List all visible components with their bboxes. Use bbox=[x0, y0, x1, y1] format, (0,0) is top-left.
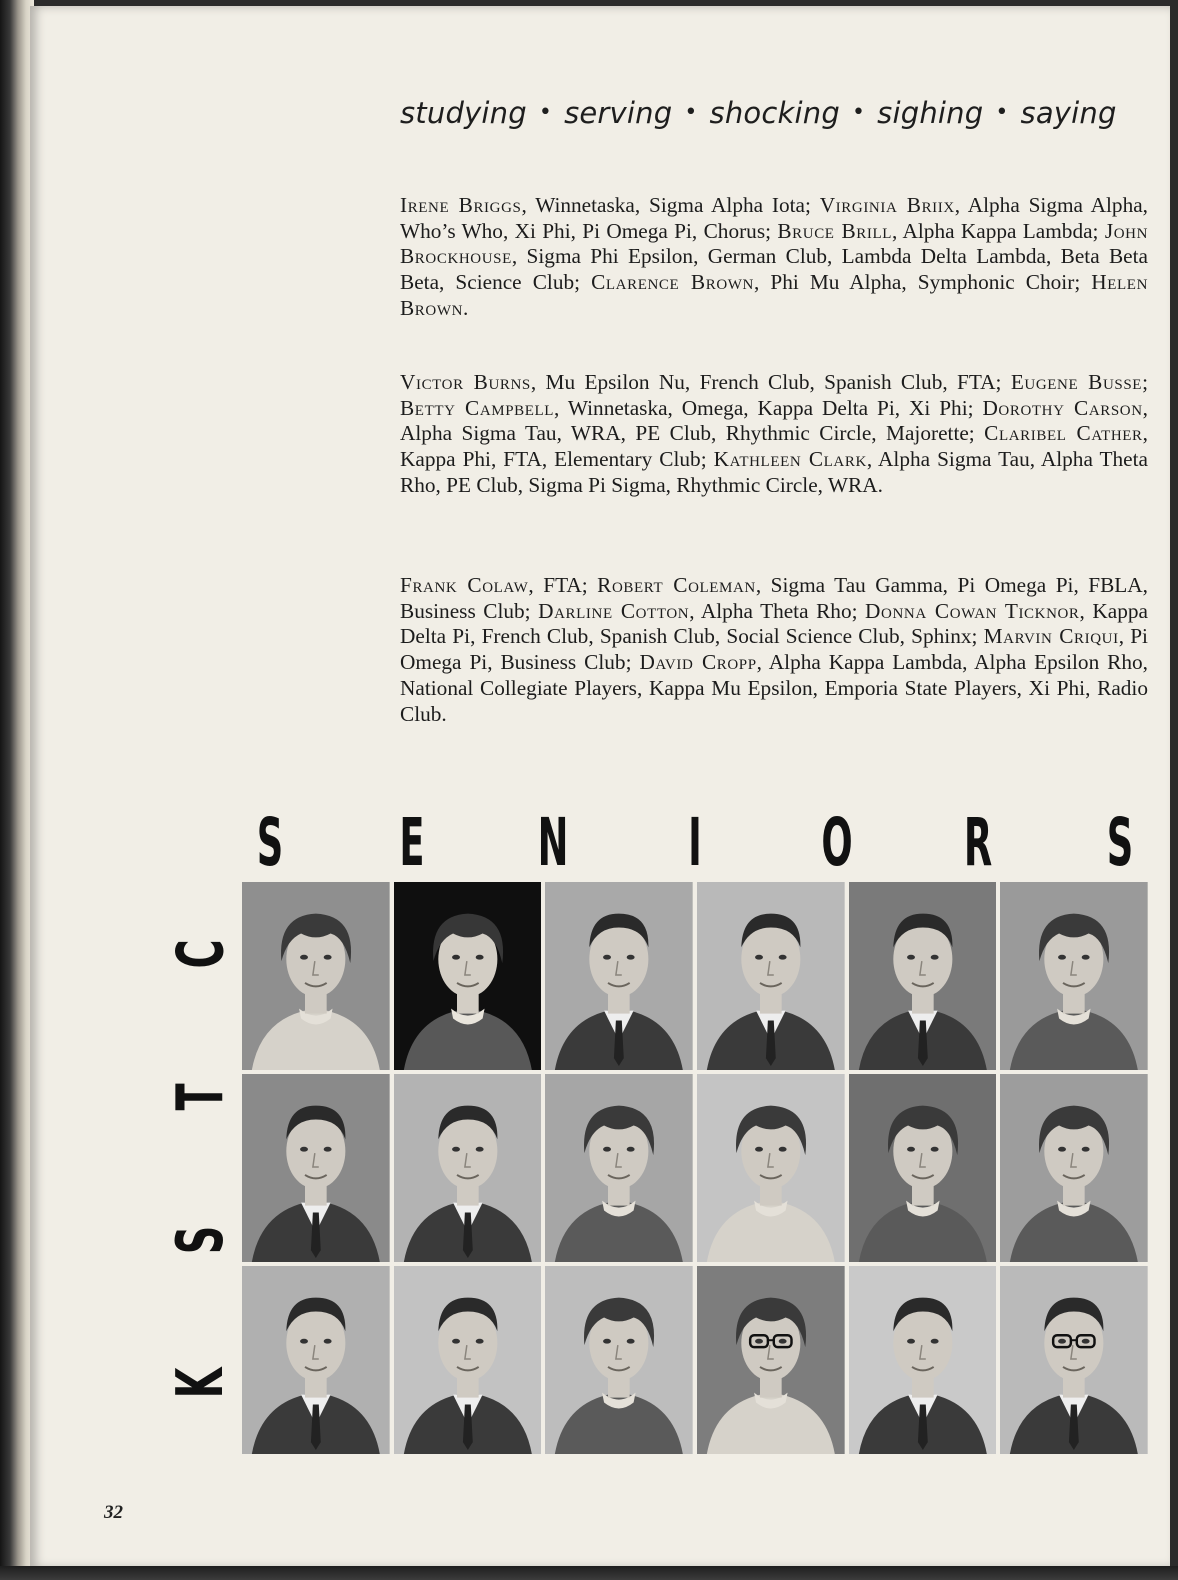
senior-affiliations: , Mu Epsilon Nu, French Club, Spanish Club, FTA; bbox=[530, 370, 1011, 394]
senior-affiliations: , Alpha Kappa Lambda; bbox=[892, 218, 1105, 243]
seniors-heading bbox=[240, 804, 1150, 882]
page-number: 32 bbox=[104, 1502, 123, 1523]
portrait-grid bbox=[242, 882, 1148, 1454]
heading-letter: E bbox=[399, 804, 425, 881]
senior-portrait bbox=[1000, 1266, 1148, 1454]
senior-affiliations: , Winnetaska, Omega, Kappa Delta Pi, Xi Phi; bbox=[554, 395, 983, 420]
senior-name: Virginia Briix bbox=[819, 193, 955, 217]
senior-affiliations: , Alpha Kappa Lambda, Alpha Epsilon Rho, National Collegiate Players, Kappa Mu Epsilon, Emporia State Players, Xi Phi, Radio Club. bbox=[400, 650, 1149, 726]
senior-affiliations: , Kappa Phi, FTA, Elementary Club; bbox=[400, 421, 1148, 472]
senior-portrait bbox=[242, 1074, 390, 1262]
tagline-word: serving bbox=[564, 96, 673, 130]
senior-name: John Brockhouse bbox=[400, 218, 1148, 269]
senior-portrait bbox=[394, 1074, 542, 1262]
senior-name: Frank Colaw bbox=[400, 573, 529, 597]
tagline-word: sighing bbox=[877, 96, 984, 130]
senior-listing-paragraph bbox=[400, 370, 1148, 499]
senior-listing-paragraph bbox=[400, 193, 1148, 322]
senior-affiliations: , Sigma Tau Gamma, Pi Omega Pi, FBLA, Business Club; bbox=[400, 573, 1149, 623]
senior-name: Irene Briggs bbox=[400, 193, 522, 217]
tagline bbox=[400, 96, 1150, 130]
heading-letter: N bbox=[537, 804, 569, 881]
vertical-letter: C bbox=[164, 938, 238, 969]
senior-portrait bbox=[545, 1266, 693, 1454]
senior-portrait bbox=[394, 1266, 542, 1454]
senior-name: Donna Cowan Ticknor bbox=[865, 598, 1080, 623]
heading-letter: O bbox=[820, 804, 853, 881]
senior-affiliations: , FTA; bbox=[528, 573, 598, 597]
senior-name: Claribel Cather bbox=[984, 421, 1143, 446]
tagline-separator: • bbox=[995, 100, 1009, 125]
senior-name: Dorothy Carson bbox=[982, 395, 1143, 420]
senior-name: David Cropp bbox=[639, 650, 757, 675]
senior-portrait bbox=[849, 882, 997, 1070]
senior-affiliations: , Alpha Sigma Tau, Alpha Theta Rho, PE Club, Sigma Pi Sigma, Rhythmic Circle, WRA. bbox=[400, 447, 1148, 497]
tagline-separator: • bbox=[684, 100, 698, 125]
senior-portrait bbox=[545, 1074, 693, 1262]
senior-name: Kathleen Clark bbox=[713, 447, 867, 472]
heading-letter: S bbox=[256, 804, 284, 881]
senior-name: Eugene Busse bbox=[1010, 370, 1143, 394]
senior-name: Helen Brown bbox=[400, 270, 1148, 320]
senior-portrait bbox=[1000, 882, 1148, 1070]
senior-affiliations: , Sigma Phi Epsilon, German Club, Lambda Delta Lambda, Beta Beta Beta, Science Club; bbox=[400, 244, 1148, 295]
senior-portrait bbox=[697, 1266, 845, 1454]
senior-affiliations: , Phi Mu Alpha, Symphonic Choir; bbox=[753, 270, 1092, 295]
senior-portrait bbox=[242, 1266, 390, 1454]
senior-affiliations: . bbox=[463, 295, 469, 320]
senior-portrait bbox=[545, 882, 693, 1070]
senior-affiliations: ; bbox=[1142, 370, 1148, 394]
vertical-letter: T bbox=[164, 1082, 238, 1111]
senior-name: Darline Cotton bbox=[538, 598, 690, 623]
heading-letter: I bbox=[688, 804, 702, 881]
senior-portrait bbox=[242, 882, 390, 1070]
senior-affiliations: , Alpha Theta Rho; bbox=[689, 598, 866, 623]
senior-affiliations: , Alpha Sigma Alpha, Who’s Who, Xi Phi, Pi Omega Pi, Chorus; bbox=[400, 193, 1148, 243]
senior-name: Clarence Brown bbox=[591, 270, 754, 295]
senior-name: Betty Campbell bbox=[400, 395, 555, 420]
tagline-separator: • bbox=[538, 100, 553, 125]
senior-portrait bbox=[849, 1074, 997, 1262]
heading-letter: R bbox=[964, 804, 993, 881]
senior-affiliations: , Pi Omega Pi, Business Club; bbox=[400, 624, 1148, 675]
senior-portrait bbox=[394, 882, 542, 1070]
senior-affiliations: , Winnetaska, Sigma Alpha Iota; bbox=[521, 193, 820, 217]
book-binding bbox=[0, 0, 34, 1580]
vertical-letter: S bbox=[164, 1225, 238, 1254]
senior-name: Marvin Criqui bbox=[983, 624, 1119, 649]
vertical-letter: K bbox=[164, 1367, 238, 1398]
tagline-word: shocking bbox=[709, 96, 840, 130]
senior-listing-paragraph bbox=[400, 573, 1148, 727]
senior-name: Robert Coleman bbox=[597, 573, 756, 597]
senior-portrait bbox=[1000, 1074, 1148, 1262]
senior-portrait bbox=[697, 882, 845, 1070]
heading-letter: S bbox=[1106, 804, 1134, 881]
tagline-word: saying bbox=[1020, 96, 1117, 130]
senior-affiliations: , Alpha Sigma Tau, WRA, PE Club, Rhythmic Circle, Majorette; bbox=[400, 395, 1148, 446]
senior-affiliations: , Kappa Delta Pi, French Club, Spanish Club, Social Science Club, Sphinx; bbox=[400, 598, 1148, 649]
tagline-separator: • bbox=[851, 100, 866, 125]
page-bottom-edge bbox=[0, 1566, 1178, 1580]
senior-name: Bruce Brill bbox=[777, 218, 893, 243]
senior-portrait bbox=[849, 1266, 997, 1454]
senior-portrait bbox=[697, 1074, 845, 1262]
senior-name: Victor Burns bbox=[400, 370, 531, 394]
tagline-word: studying bbox=[400, 96, 527, 130]
kstc-vertical-heading bbox=[166, 882, 236, 1454]
